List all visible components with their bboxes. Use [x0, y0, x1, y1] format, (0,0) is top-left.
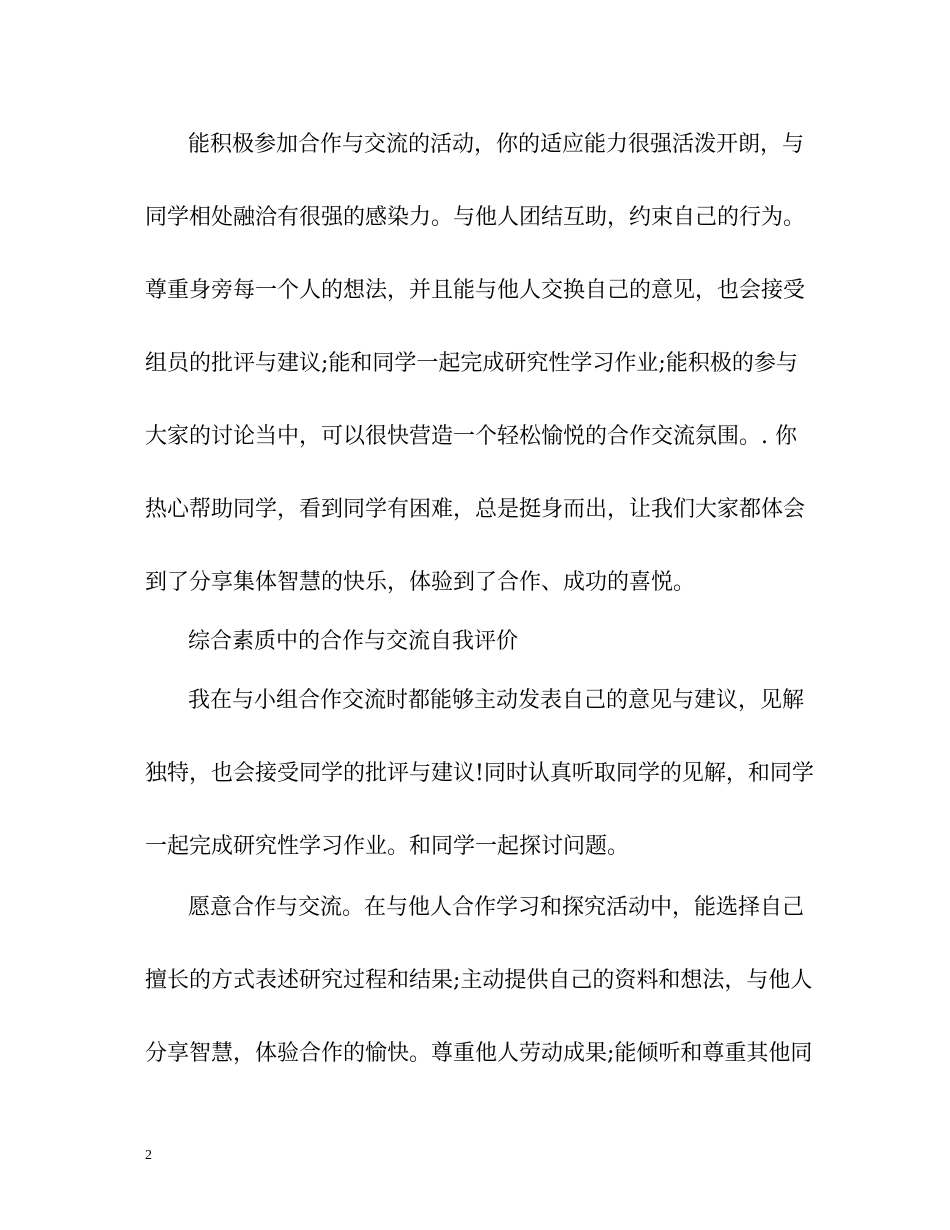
text-line: 擅长的方式表述研究过程和结果;主动提供自己的资料和想法，与他人	[145, 968, 813, 993]
text-line: 一起完成研究性学习作业。和同学一起探讨问题。	[145, 834, 630, 859]
text-line: 大家的讨论当中，可以很快营造一个轻松愉悦的合作交流氛围。. 你	[145, 424, 797, 449]
text-line: 能积极参加合作与交流的活动，你的适应能力很强活泼开朗，与	[188, 132, 805, 157]
section-heading: 综合素质中的合作与交流自我评价	[188, 629, 519, 654]
text-line: 到了分享集体智慧的快乐，体验到了合作、成功的喜悦。	[145, 570, 696, 595]
page-number: 2	[145, 1148, 152, 1163]
text-line: 热心帮助同学，看到同学有困难，总是挺身而出，让我们大家都体会	[145, 497, 806, 522]
text-line: 独特，也会接受同学的批评与建议!同时认真听取同学的见解，和同学	[145, 761, 814, 786]
text-line: 分享智慧，体验合作的愉快。尊重他人劳动成果;能倾听和尊重其他同	[145, 1041, 813, 1066]
text-line: 同学相处融洽有很强的感染力。与他人团结互助，约束自己的行为。	[145, 205, 806, 230]
text-line: 尊重身旁每一个人的想法，并且能与他人交换自己的意见，也会接受	[145, 278, 806, 303]
text-line: 组员的批评与建议;能和同学一起完成研究性学习作业;能积极的参与	[145, 351, 798, 376]
text-line: 愿意合作与交流。在与他人合作学习和探究活动中，能选择自己	[188, 895, 805, 920]
text-line: 我在与小组合作交流时都能够主动发表自己的意见与建议，见解	[188, 688, 805, 713]
